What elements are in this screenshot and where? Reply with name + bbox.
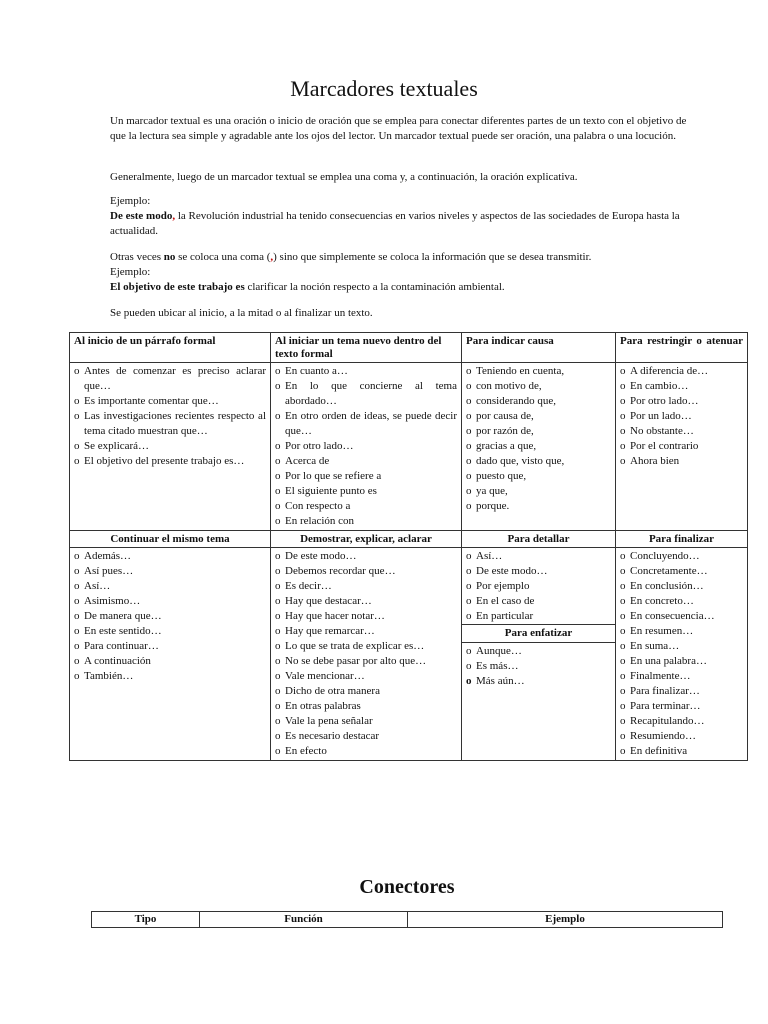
list-item: o Por lo que se refiere a bbox=[275, 469, 457, 484]
list-item: o Lo que se trata de explicar es… bbox=[275, 639, 457, 654]
list-item: o Concretamente… bbox=[620, 564, 743, 579]
list-item: o Así… bbox=[74, 579, 266, 594]
list-item: o No obstante… bbox=[620, 424, 743, 439]
example-1 bbox=[110, 194, 704, 239]
list-item: o Así… bbox=[466, 549, 611, 564]
header-enfatizar: Para enfatizar bbox=[462, 624, 615, 642]
list-item: o También… bbox=[74, 669, 266, 684]
list-item: o Debemos recordar que… bbox=[275, 564, 457, 579]
example-2-no: no bbox=[163, 251, 176, 263]
list-item: o En otras palabras bbox=[275, 699, 457, 714]
list-item: o Por ejemplo bbox=[466, 579, 611, 594]
intro-paragraph: Un marcador textual es una oración o inicio de oración que se emplea para conectar diferentes partes de un texto con el objetivo de que la lectura sea simple y agradable ante los ojos del lector. Un marcador textual puede ser oración, una palabra o una locución. bbox=[110, 115, 687, 142]
general-paragraph: Generalmente, luego de un marcador textual se emplea una coma y, a continuación, la oración explicativa. bbox=[110, 171, 578, 183]
list-item: o Vale la pena señalar bbox=[275, 714, 457, 729]
example-2-rest: clarificar la noción respecto a la contaminación ambiental. bbox=[244, 281, 505, 293]
list-item: o Aunque… bbox=[466, 644, 611, 659]
list-item: o Teniendo en cuenta, bbox=[466, 364, 611, 379]
markers-table bbox=[69, 332, 748, 761]
list-item: o En cuanto a… bbox=[275, 364, 457, 379]
list-item: o porque. bbox=[466, 499, 611, 514]
list-item: o Antes de comenzar es preciso aclarar que… bbox=[74, 364, 266, 394]
list-item: o considerando que, bbox=[466, 394, 611, 409]
markers-header-row-2 bbox=[70, 531, 748, 548]
list-item: o Concluyendo… bbox=[620, 549, 743, 564]
connectors-header-row bbox=[92, 912, 723, 928]
list-item: o En relación con bbox=[275, 514, 457, 529]
header-continuar-tema: Continuar el mismo tema bbox=[70, 531, 271, 548]
list-item: o Finalmente… bbox=[620, 669, 743, 684]
section-title-conectores: Conectores bbox=[359, 876, 455, 898]
markers-row-1 bbox=[70, 363, 748, 531]
list-item: o Por el contrario bbox=[620, 439, 743, 454]
list-item: o Se explicará… bbox=[74, 439, 266, 454]
cell-detallar bbox=[462, 548, 616, 761]
list-item: o Es importante comentar que… bbox=[74, 394, 266, 409]
list-item: o En conclusión… bbox=[620, 579, 743, 594]
list-item: o por razón de, bbox=[466, 424, 611, 439]
list-item: o Dicho de otra manera bbox=[275, 684, 457, 699]
list-item: o En este sentido… bbox=[74, 624, 266, 639]
example-1-text bbox=[110, 209, 704, 239]
example-2-label: Ejemplo: bbox=[110, 266, 151, 278]
list-item: o Es necesario destacar bbox=[275, 729, 457, 744]
list-item: o Así pues… bbox=[74, 564, 266, 579]
example-2-post: ) sino que simplemente se coloca la información que se desea transmitir. bbox=[273, 251, 592, 263]
list-item: o Vale mencionar… bbox=[275, 669, 457, 684]
list-item: o Más aún… bbox=[466, 674, 611, 689]
list-item: o En consecuencia… bbox=[620, 609, 743, 624]
list-item: o En otro orden de ideas, se puede decir que… bbox=[275, 409, 457, 439]
header-funcion: Función bbox=[200, 912, 408, 928]
cell-restringir bbox=[616, 363, 748, 531]
page-title: Marcadores textuales bbox=[290, 76, 478, 101]
list-enfatizar bbox=[466, 644, 611, 689]
cell-inicio-parrafo bbox=[70, 363, 271, 531]
header-restringir: Para restringir o atenuar bbox=[616, 333, 748, 363]
list-item: o con motivo de, bbox=[466, 379, 611, 394]
list-item: o En concreto… bbox=[620, 594, 743, 609]
example-2-comma: , bbox=[270, 251, 274, 263]
example-1-label: Ejemplo: bbox=[110, 195, 151, 207]
list-item: o De este modo… bbox=[466, 564, 611, 579]
list-item: o De este modo… bbox=[275, 549, 457, 564]
list-detallar bbox=[466, 549, 611, 624]
cell-continuar-tema bbox=[70, 548, 271, 761]
list-item: o En efecto bbox=[275, 744, 457, 759]
list-item: o A diferencia de… bbox=[620, 364, 743, 379]
list-item: o No se debe pasar por alto que… bbox=[275, 654, 457, 669]
enfatizar-block bbox=[462, 642, 615, 690]
header-iniciar-tema: Al iniciar un tema nuevo dentro del texto formal bbox=[271, 333, 462, 363]
list-item: o Recapitulando… bbox=[620, 714, 743, 729]
list-restringir bbox=[620, 364, 743, 469]
cell-finalizar bbox=[616, 548, 748, 761]
header-demostrar: Demostrar, explicar, aclarar bbox=[271, 531, 462, 548]
list-item: o Para terminar… bbox=[620, 699, 743, 714]
list-inicio-parrafo bbox=[74, 364, 266, 469]
list-item: o Es decir… bbox=[275, 579, 457, 594]
example-2 bbox=[110, 250, 704, 295]
list-item: o ya que, bbox=[466, 484, 611, 499]
list-item: o Por otro lado… bbox=[275, 439, 457, 454]
list-item: o Hay que remarcar… bbox=[275, 624, 457, 639]
list-item: o dado que, visto que, bbox=[466, 454, 611, 469]
list-continuar-tema bbox=[74, 549, 266, 684]
list-item: o Resumiendo… bbox=[620, 729, 743, 744]
list-item: o Con respecto a bbox=[275, 499, 457, 514]
list-item: o En suma… bbox=[620, 639, 743, 654]
list-item: o Por un lado… bbox=[620, 409, 743, 424]
list-item: o por causa de, bbox=[466, 409, 611, 424]
list-item: o En lo que concierne al tema abordado… bbox=[275, 379, 457, 409]
example-1-bold: De este modo bbox=[110, 210, 173, 222]
example-2-mid: se coloca una coma ( bbox=[175, 251, 271, 263]
list-item: o El objetivo del presente trabajo es… bbox=[74, 454, 266, 469]
connectors-table bbox=[91, 911, 723, 928]
location-paragraph: Se pueden ubicar al inicio, a la mitad o al finalizar un texto. bbox=[110, 307, 373, 319]
list-item: o Hay que destacar… bbox=[275, 594, 457, 609]
example-2-bold: El objetivo de este trabajo es bbox=[110, 281, 245, 293]
cell-indicar-causa bbox=[462, 363, 616, 531]
markers-header-row-1 bbox=[70, 333, 748, 363]
list-finalizar bbox=[620, 549, 743, 759]
list-item: o El siguiente punto es bbox=[275, 484, 457, 499]
example-1-comma: , bbox=[172, 210, 176, 222]
cell-iniciar-tema bbox=[271, 363, 462, 531]
cell-demostrar bbox=[271, 548, 462, 761]
list-iniciar-tema bbox=[275, 364, 457, 529]
list-item: o Por otro lado… bbox=[620, 394, 743, 409]
header-finalizar: Para finalizar bbox=[616, 531, 748, 548]
example-2-intro bbox=[110, 250, 704, 265]
markers-row-2 bbox=[70, 548, 748, 761]
list-item: o En una palabra… bbox=[620, 654, 743, 669]
list-item: o Es más… bbox=[466, 659, 611, 674]
list-item: o Para finalizar… bbox=[620, 684, 743, 699]
list-item: o A continuación bbox=[74, 654, 266, 669]
list-item: o Para continuar… bbox=[74, 639, 266, 654]
example-1-rest: la Revolución industrial ha tenido consecuencias en varios niveles y aspectos de las sociedades de Europa hasta la actualidad. bbox=[110, 210, 680, 237]
example-2-pre: Otras veces bbox=[110, 251, 164, 263]
list-item: o Ahora bien bbox=[620, 454, 743, 469]
list-item: o Hay que hacer notar… bbox=[275, 609, 457, 624]
example-2-text bbox=[110, 280, 704, 295]
list-item: o De manera que… bbox=[74, 609, 266, 624]
list-item: o En el caso de bbox=[466, 594, 611, 609]
header-ejemplo: Ejemplo bbox=[408, 912, 723, 928]
list-demostrar bbox=[275, 549, 457, 759]
list-item: o En cambio… bbox=[620, 379, 743, 394]
list-item: o puesto que, bbox=[466, 469, 611, 484]
header-tipo: Tipo bbox=[92, 912, 200, 928]
list-item: o gracias a que, bbox=[466, 439, 611, 454]
header-detallar: Para detallar bbox=[462, 531, 616, 548]
list-item: o Además… bbox=[74, 549, 266, 564]
list-item: o En particular bbox=[466, 609, 611, 624]
header-inicio-parrafo: Al inicio de un párrafo formal bbox=[70, 333, 271, 363]
list-item: o En definitiva bbox=[620, 744, 743, 759]
header-indicar-causa: Para indicar causa bbox=[462, 333, 616, 363]
list-item: o En resumen… bbox=[620, 624, 743, 639]
list-item: o Las investigaciones recientes respecto al tema citado muestran que… bbox=[74, 409, 266, 439]
list-item: o Acerca de bbox=[275, 454, 457, 469]
list-indicar-causa bbox=[466, 364, 611, 514]
list-item: o Asimismo… bbox=[74, 594, 266, 609]
